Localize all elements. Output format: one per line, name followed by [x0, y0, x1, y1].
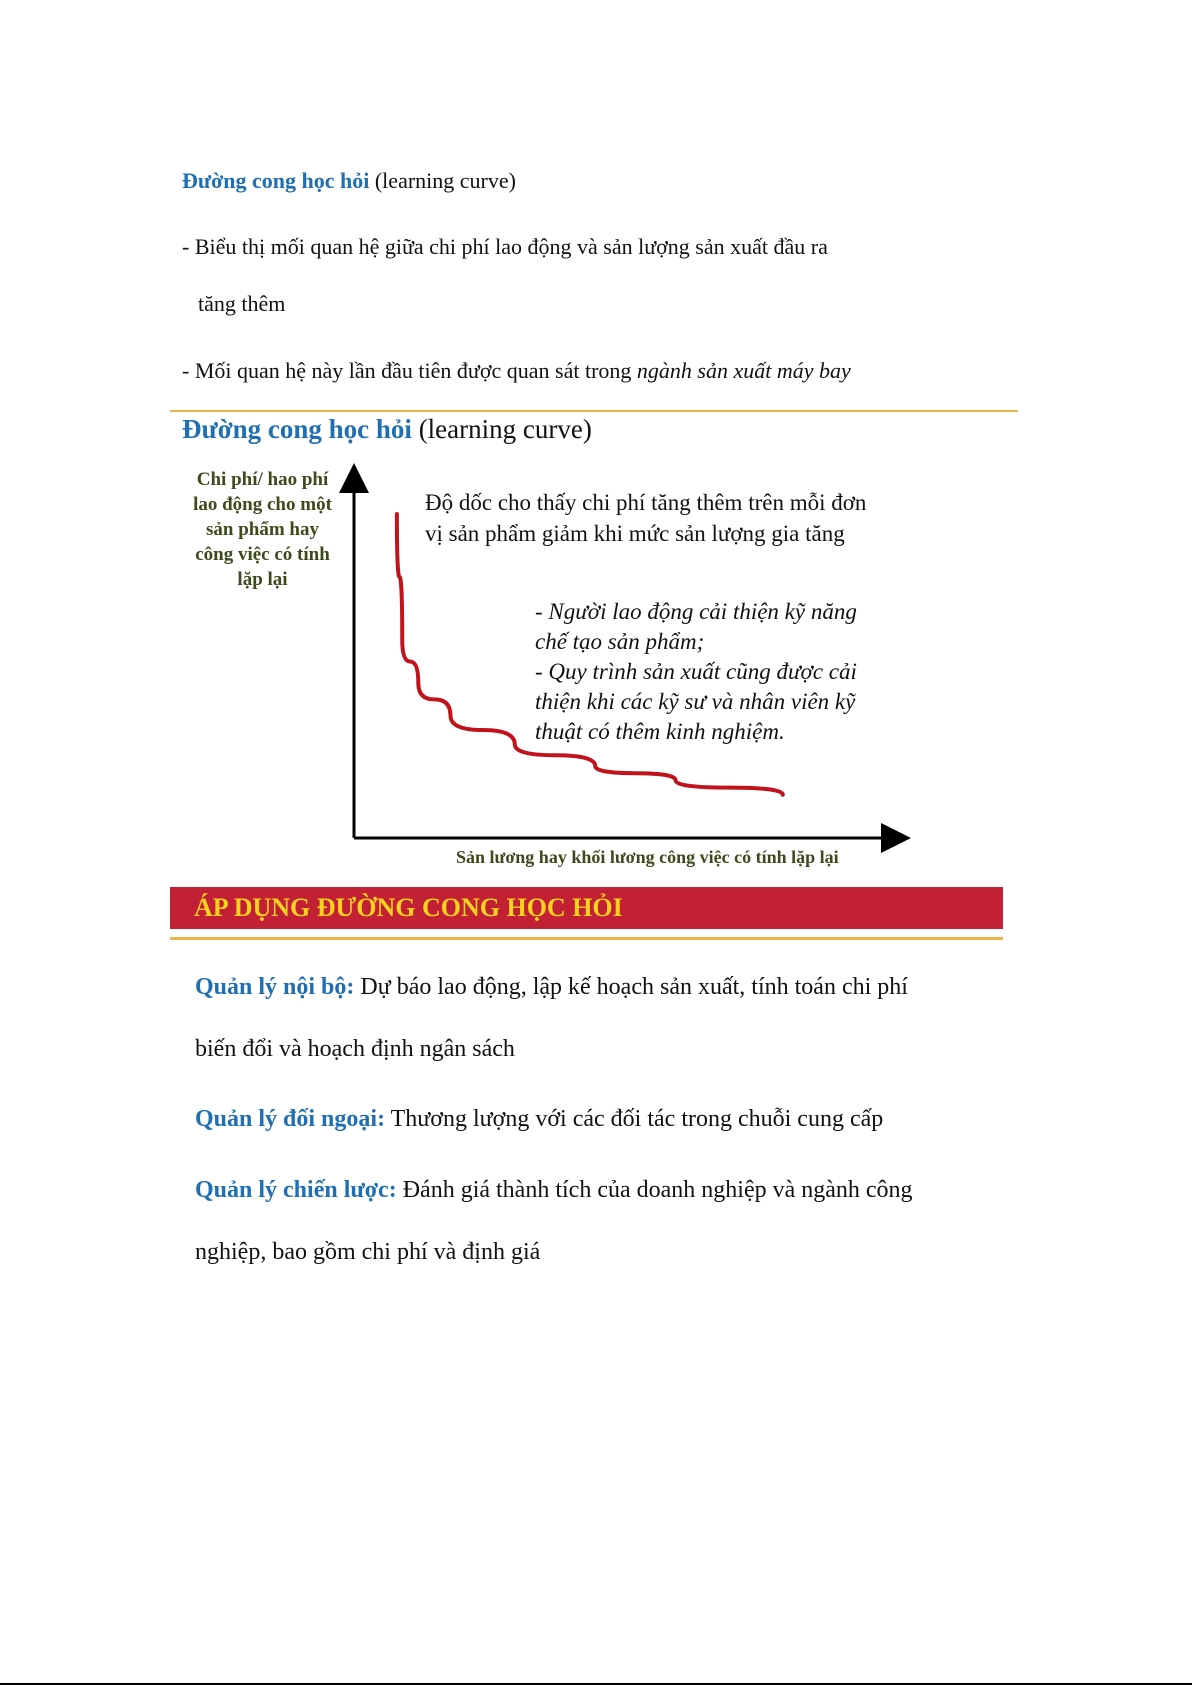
item-label: Quản lý nội bộ:: [195, 974, 355, 1000]
slope-note-line: vị sản phẩm giảm khi mức sản lượng gia tăng: [425, 521, 845, 546]
banner-underline: [170, 937, 1003, 940]
y-label-line: lao động cho một: [193, 494, 332, 515]
section1-title-bold: Đường cong học hỏi: [182, 168, 370, 193]
bullet1-line1: - Biểu thị mối quan hệ giữa chi phí lao động và sản lượng sản xuất đầu ra: [182, 234, 828, 259]
bullet1-line2: tăng thêm: [198, 291, 286, 316]
item-text: Đánh giá thành tích của doanh nghiệp và ngành công: [396, 1177, 913, 1203]
y-label-line: sản phẩm hay: [206, 519, 319, 540]
bullet2-prefix: - Mối quan hệ này lần đầu tiên được quan sát trong: [182, 358, 637, 383]
reason-line: - Người lao động cải thiện kỹ năng: [535, 599, 857, 624]
item-internal-line2: biến đổi và hoạch định ngân sách: [195, 1036, 515, 1062]
reason-line: - Quy trình sản xuất cũng được cải: [535, 659, 857, 684]
item-text: Thương lượng với các đối tác trong chuỗi cung cấp: [385, 1106, 884, 1132]
reason-line: chế tạo sản phẩm;: [535, 629, 705, 654]
y-label-line: lặp lại: [237, 569, 288, 590]
slide-title-rest: (learning curve): [411, 414, 592, 444]
bullet2-italic: ngành sản xuất máy bay: [636, 358, 851, 383]
item-strategic-line2: nghiệp, bao gồm chi phí và định giá: [195, 1239, 541, 1265]
item-strategic: [195, 1177, 913, 1204]
item-external: [195, 1106, 883, 1133]
slide-title-bold: Đường cong học hỏi: [182, 414, 412, 444]
section1-title-rest: (learning curve): [369, 168, 516, 193]
reason-line: thuật có thêm kinh nghiệm.: [535, 719, 785, 744]
reason-line: thiện khi các kỹ sư và nhân viên kỹ: [535, 689, 856, 714]
item-internal: [195, 974, 908, 1001]
item-label: Quản lý đối ngoại:: [195, 1106, 386, 1132]
reasons-note: [535, 597, 907, 747]
y-label-line: Chi phí/ hao phí: [196, 469, 329, 490]
chart-x-label: Sản lương hay khối lương công việc có tính lặp lại: [456, 847, 839, 867]
item-text: Dự báo lao động, lập kế hoạch sản xuất, tính toán chi phí: [354, 974, 908, 1000]
y-label-line: công việc có tính: [195, 544, 330, 565]
item-label: Quản lý chiến lược:: [195, 1177, 397, 1203]
slope-note-line: Độ dốc cho thấy chi phí tăng thêm trên mỗi đơn: [425, 490, 867, 515]
section3-banner: ÁP DỤNG ĐƯỜNG CONG HỌC HỎI: [170, 887, 1003, 929]
slope-note: [425, 487, 965, 549]
